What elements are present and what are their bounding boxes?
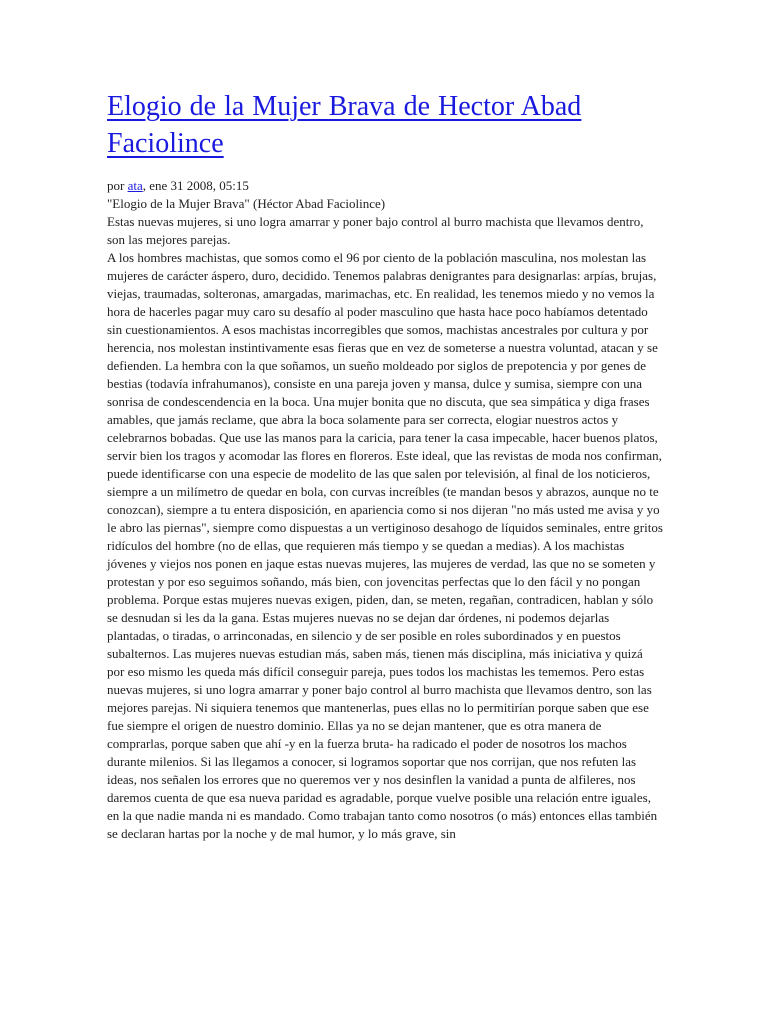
blog-post [107, 88, 663, 843]
post-date: , ene 31 2008, 05:15 [142, 178, 249, 193]
post-byline [107, 177, 663, 195]
paragraph-lede: Estas nuevas mujeres, si uno logra amarrar y poner bajo control al burro machista que llevamos dentro, son las mejores parejas. [107, 214, 644, 247]
paragraph-quote-title: "Elogio de la Mujer Brava" (Héctor Abad Faciolince) [107, 196, 386, 211]
byline-prefix: por [107, 178, 128, 193]
post-title[interactable] [107, 88, 663, 162]
post-body [107, 195, 663, 843]
author-link[interactable]: ata [127, 178, 143, 193]
paragraph-main: A los hombres machistas, que somos como el 96 por ciento de la población masculina, nos molestan las mujeres de carácter áspero, duro, decidido. Tenemos palabras denigrantes para designarlas: arpías, brujas, viejas, traumadas, solteronas, amargadas, marimachas, etc. En realidad, les tenemos miedo y no vemos la hora de hacerles pagar muy caro su desafío al poder masculino que hasta hace poco habíamos detentado sin cuestionamientos. A esos machistas incorregibles que somos, machistas ancestrales por cultura y por herencia, nos molestan instintivamente esas fieras que en vez de someterse a nuestra voluntad, atacan y se defienden. La hembra con la que soñamos, un sueño moldeado por siglos de prepotencia y por genes de bestias (todavía infrahumanos), consiste en una pareja joven y mansa, dulce y sumisa, siempre con una sonrisa de condescendencia en la boca. Una mujer bonita que no discuta, que sea simpática y diga frases amables, que jamás reclame, que abra la boca solamente para ser correcta, elogiar nuestros actos y celebrarnos bobadas. Que use las manos para la caricia, para tener la casa impecable, hacer buenos platos, servir bien los tragos y acomodar las flores en floreros. Este ideal, que las revistas de moda nos confirman, puede identificarse con una especie de modelito de las que salen por televisión, al final de los noticieros, siempre a un milímetro de quedar en bola, con curvas increíbles (te mandan besos y abrazos, aunque no te conozcan), siempre a tu entera disposición, en apariencia como si nos dijeran "no más usted me avisa y yo le abro las piernas", siempre como dispuestas a un vertiginoso desahogo de líquidos seminales, entre gritos ridículos del hombre (no de ellas, que requieren más tiempo y se quedan a medias). A los machistas jóvenes y viejos nos ponen en jaque estas nuevas mujeres, las mujeres de verdad, las que no se someten y protestan y por eso seguimos soñando, más bien, con jovencitas perfectas que lo den fácil y no pongan problema. Porque estas mujeres nuevas exigen, piden, dan, se meten, regañan, contradicen, hablan y sólo se desnudan si les da la gana. Estas mujeres nuevas no se dejan dar órdenes, ni podemos dejarlas plantadas, o tiradas, o arrinconadas, en silencio y de ser posible en roles subordinados y en puestos subalternos. Las mujeres nuevas estudian más, saben más, tienen más disciplina, más iniciativa y quizá por eso mismo les queda más difícil conseguir pareja, pues todos los machistas les tememos. Pero estas nuevas mujeres, si uno logra amarrar y poner bajo control al burro machista que llevamos dentro, son las mejores parejas. Ni siquiera tenemos que mantenerlas, pues ellas no lo permitirían porque saben que ese fue siempre el origen de nuestro dominio. Ellas ya no se dejan mantener, que es otra manera de comprarlas, porque saben que ahí -y en la fuerza bruta- ha radicado el poder de nosotros los machos durante milenios. Si las llegamos a conocer, si logramos soportar que nos corrijan, que nos refuten las ideas, nos señalen los errores que no queremos ver y nos desinflen la vanidad a punta de alfileres, nos daremos cuenta de que esa nueva paridad es agradable, porque vuelve posible una relación entre iguales, en la que nadie manda ni es mandado. Como trabajan tanto como nosotros (o más) entonces ellas también se declaran hartas por la noche y de mal humor, y lo más grave, sin [107, 250, 663, 841]
post-title-link[interactable]: Elogio de la Mujer Brava de Hector Abad Faciolince [107, 91, 582, 159]
